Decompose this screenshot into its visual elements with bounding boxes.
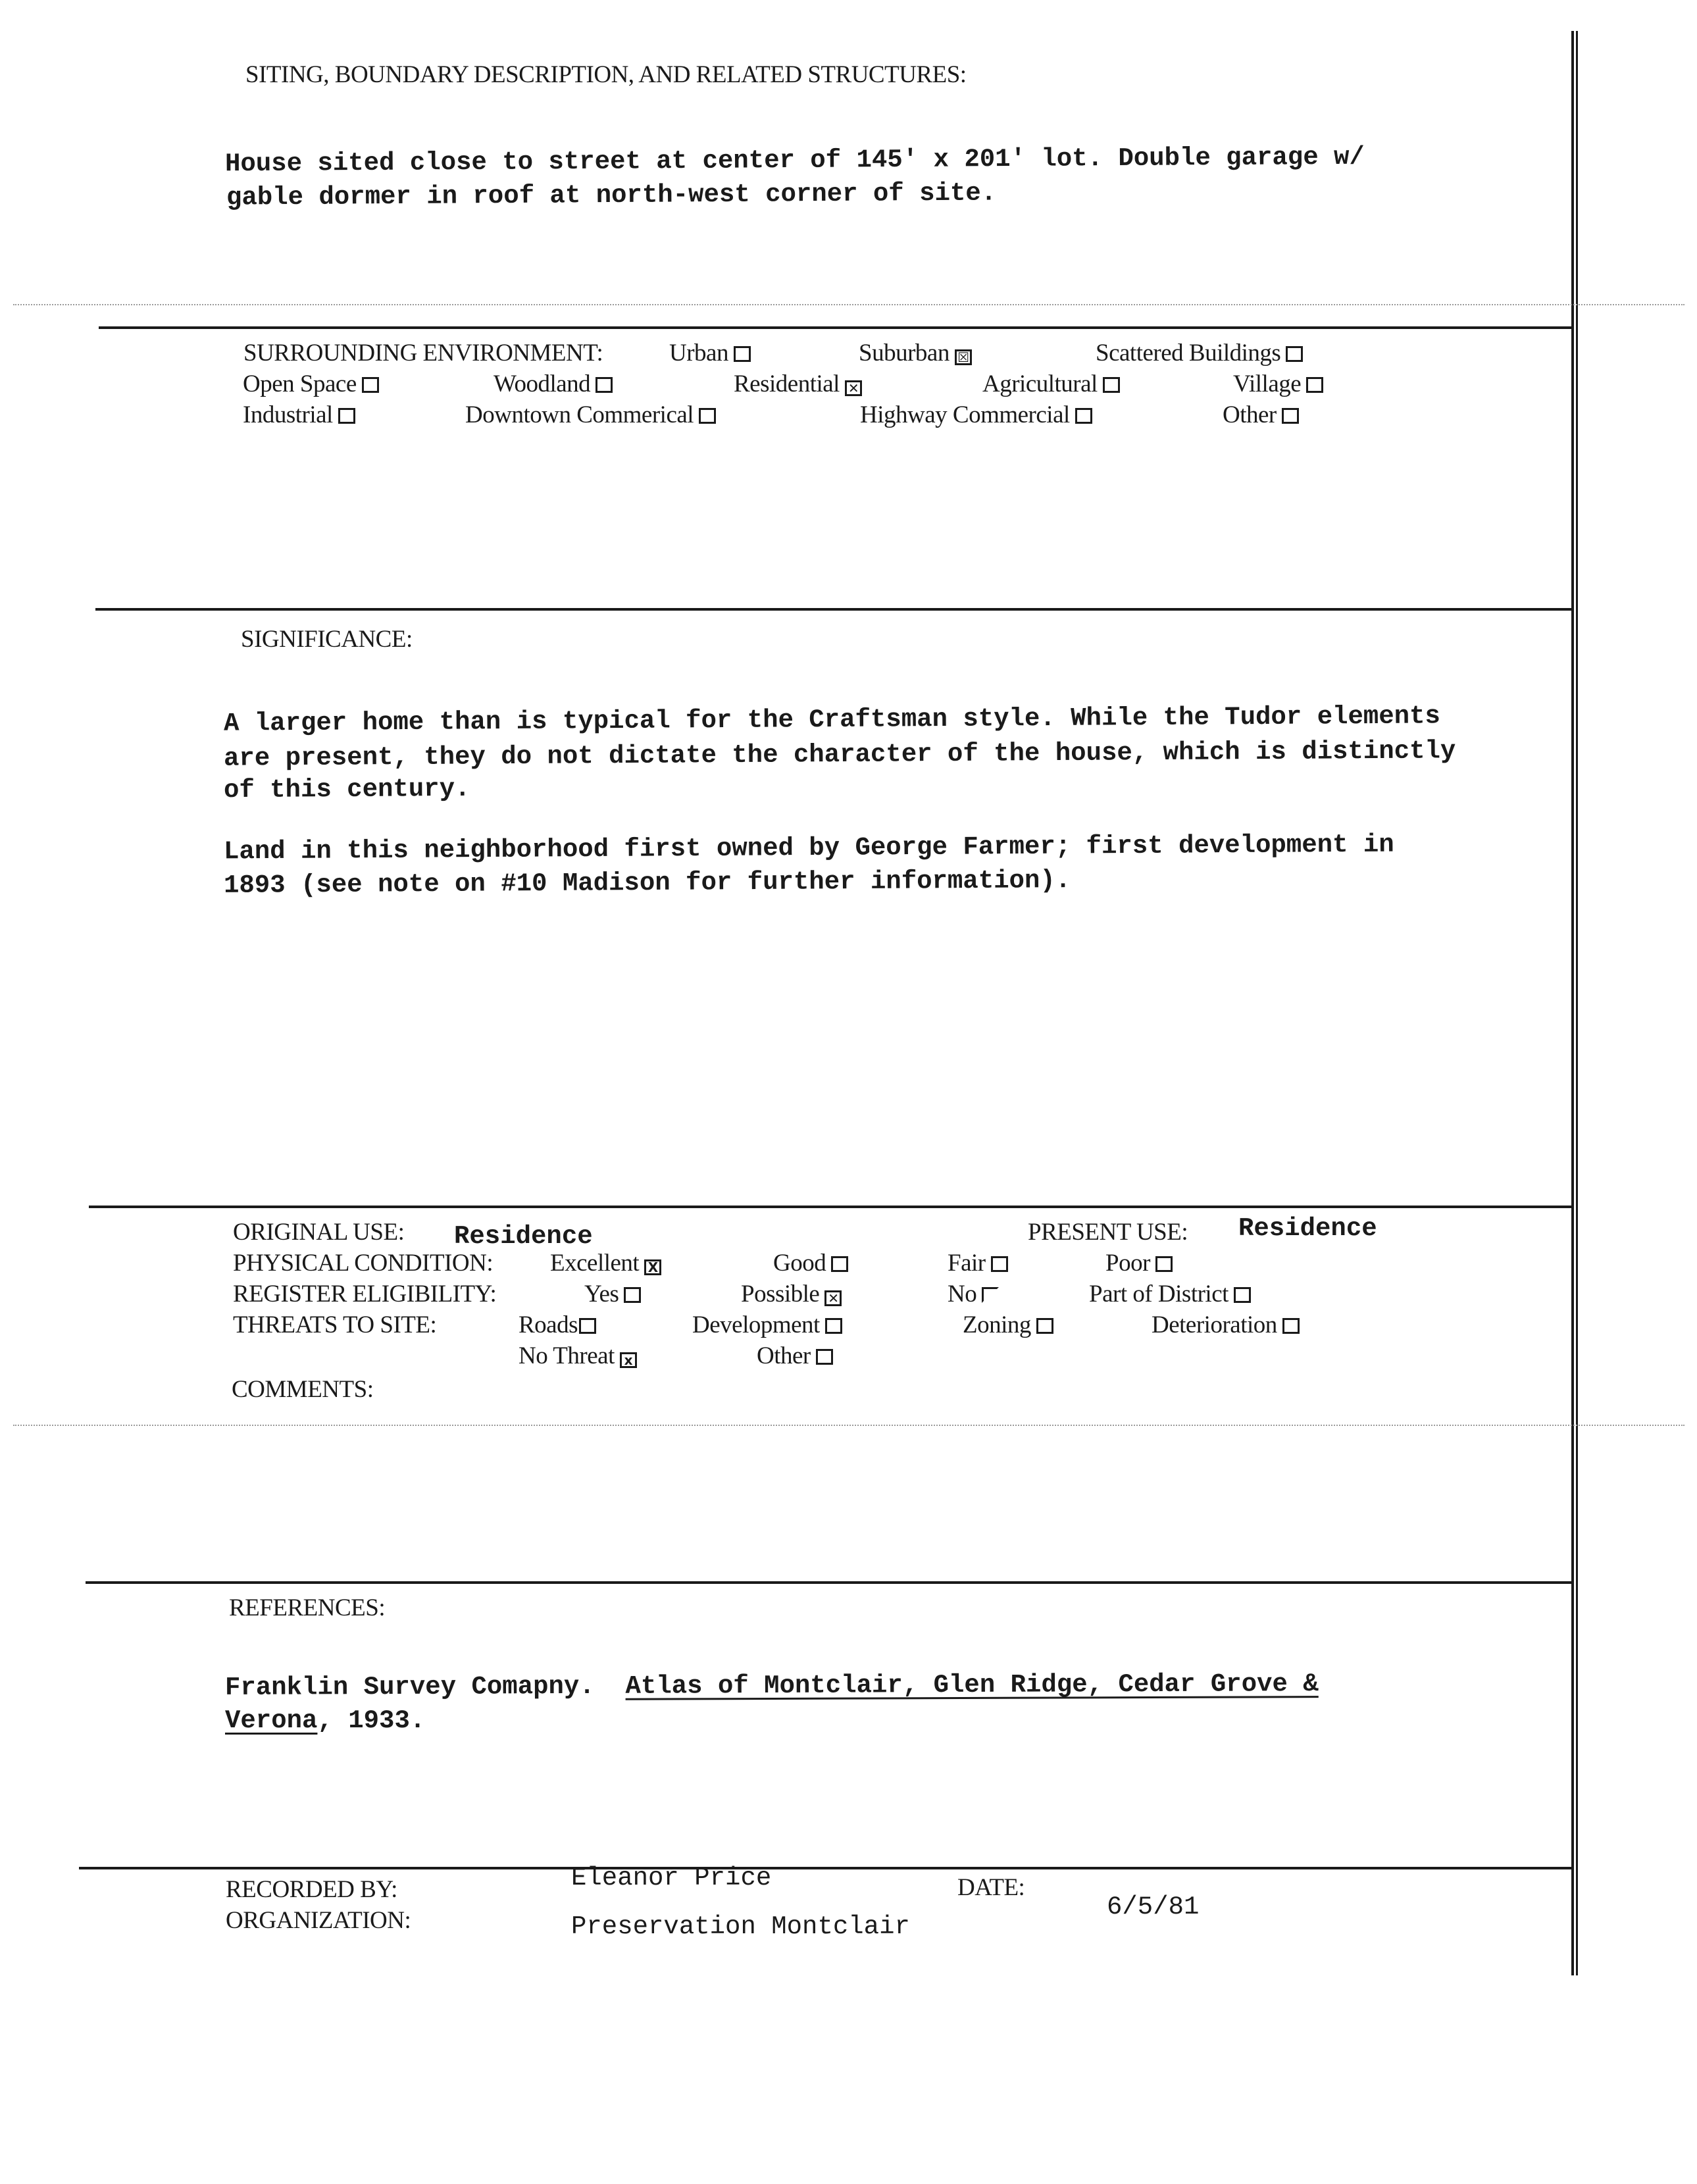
date-label: DATE:	[957, 1874, 1025, 1901]
original-use-label: ORIGINAL USE:	[233, 1219, 405, 1246]
option-label: Part of District	[1089, 1281, 1228, 1308]
option-label: Fair	[948, 1250, 986, 1277]
threats-label: THREATS TO SITE:	[233, 1311, 437, 1338]
env-option-agricultural[interactable]	[982, 370, 1120, 398]
env-option-other[interactable]	[1223, 401, 1299, 429]
env-option-village[interactable]	[1233, 370, 1323, 398]
threat-option-deterioration[interactable]	[1152, 1311, 1300, 1339]
option-label: Urban	[669, 340, 728, 367]
siting-text-line: House sited close to street at center of 145' x 201' lot. Double garage w/	[224, 142, 1365, 179]
recorded-by-label: RECORDED BY:	[226, 1876, 397, 1903]
right-border-outer	[1571, 31, 1574, 1975]
checkbox-unchecked[interactable]	[1282, 408, 1299, 424]
option-label: Suburban	[859, 340, 950, 367]
option-label: Highway Commercial	[860, 401, 1070, 428]
option-label: Zoning	[963, 1311, 1031, 1338]
original-use-value: Residence	[454, 1222, 593, 1251]
checkbox-unchecked[interactable]	[831, 1256, 848, 1272]
option-label: Possible	[741, 1281, 820, 1308]
present-use-label: PRESENT USE:	[1028, 1219, 1188, 1246]
date-value: 6/5/81	[1107, 1892, 1200, 1921]
env-option-residential[interactable]	[734, 370, 862, 398]
option-label: Agricultural	[982, 370, 1098, 397]
reference-title: Atlas of Montclair, Glen Ridge, Cedar Grove &	[625, 1669, 1319, 1701]
significance-text-line: are present, they do not dictate the character of the house, which is distinctly	[223, 736, 1456, 773]
option-label: Good	[773, 1250, 826, 1277]
checkbox-unchecked[interactable]	[338, 408, 355, 424]
option-label: Scattered Buildings	[1096, 340, 1281, 367]
siting-label: SITING, BOUNDARY DESCRIPTION, AND RELATED STRUCTURES:	[245, 61, 967, 88]
reference-author: Franklin Survey Comapny.	[224, 1671, 595, 1702]
checkbox-unchecked[interactable]	[624, 1287, 641, 1303]
checkbox-unchecked[interactable]	[1075, 408, 1092, 424]
significance-text-line: Land in this neighborhood first owned by George Farmer; first development in	[223, 830, 1394, 867]
reference-entry-line	[225, 1706, 425, 1735]
checkbox-unchecked[interactable]	[579, 1318, 596, 1334]
checkbox-unchecked[interactable]	[734, 346, 751, 362]
threat-option-development[interactable]	[692, 1311, 842, 1339]
checkbox-checked[interactable]: ✕	[824, 1290, 842, 1306]
env-option-scattered-buildings[interactable]	[1096, 339, 1303, 367]
comments-label: COMMENTS:	[232, 1376, 374, 1403]
condition-option-poor[interactable]	[1105, 1249, 1173, 1277]
option-label: Downtown Commerical	[465, 401, 694, 428]
threat-option-no-threat[interactable]	[519, 1342, 637, 1370]
env-option-open-space[interactable]	[243, 370, 379, 398]
reference-title-cont: Verona	[225, 1706, 318, 1735]
environment-label: SURROUNDING ENVIRONMENT:	[243, 340, 603, 367]
option-label: Industrial	[243, 401, 333, 428]
option-label: Residential	[734, 370, 840, 397]
register-eligibility-label: REGISTER ELIGIBILITY:	[233, 1281, 497, 1308]
organization-label: ORGANIZATION:	[226, 1907, 411, 1934]
physical-condition-label: PHYSICAL CONDITION:	[233, 1250, 494, 1277]
significance-text-line: of this century.	[223, 774, 470, 805]
option-label: Excellent	[550, 1250, 640, 1277]
checkbox-unchecked[interactable]	[362, 377, 379, 393]
env-option-downtown-commercial[interactable]	[465, 401, 716, 429]
checkbox-checked[interactable]: ☒	[955, 349, 972, 365]
organization-value: Preservation Montclair	[571, 1912, 910, 1941]
checkbox-unchecked[interactable]	[1103, 377, 1120, 393]
eligibility-option-yes[interactable]	[584, 1280, 641, 1308]
checkbox-checked[interactable]: X	[644, 1259, 661, 1275]
option-label: Open Space	[243, 370, 357, 397]
reference-entry-line	[225, 1669, 1319, 1702]
siting-text-line: gable dormer in roof at north-west corner of site.	[226, 178, 997, 213]
section-divider	[86, 1581, 1573, 1584]
env-option-suburban[interactable]	[859, 339, 972, 367]
threat-option-zoning[interactable]	[963, 1311, 1053, 1339]
env-option-highway-commercial[interactable]	[860, 401, 1092, 429]
option-label: Roads	[519, 1311, 578, 1338]
env-option-woodland[interactable]	[494, 370, 613, 398]
significance-label: SIGNIFICANCE:	[241, 626, 413, 653]
section-divider	[89, 1206, 1573, 1208]
present-use-value: Residence	[1238, 1214, 1377, 1243]
references-label: REFERENCES:	[229, 1594, 386, 1621]
option-label: Development	[692, 1311, 820, 1338]
recorded-by-value: Eleanor Price	[571, 1864, 772, 1892]
checkbox-unchecked[interactable]	[991, 1256, 1008, 1272]
threat-option-other[interactable]	[757, 1342, 833, 1370]
option-label: Village	[1233, 370, 1302, 397]
option-label: Other	[1223, 401, 1277, 428]
right-border-inner	[1576, 31, 1578, 1975]
significance-text-line: 1893 (see note on #10 Madison for further information).	[223, 866, 1071, 900]
section-divider	[79, 1867, 1573, 1869]
option-label: Woodland	[494, 370, 591, 397]
reference-year: , 1933.	[317, 1706, 426, 1735]
option-label: Poor	[1105, 1250, 1150, 1277]
checkbox-unchecked[interactable]	[1286, 346, 1303, 362]
eligibility-option-no[interactable]	[948, 1280, 999, 1308]
checkbox-checked[interactable]: ✕	[845, 380, 862, 396]
condition-option-good[interactable]	[773, 1249, 848, 1277]
significance-text-line: A larger home than is typical for the Craftsman style. While the Tudor elements	[223, 701, 1441, 738]
condition-option-excellent[interactable]	[550, 1249, 661, 1277]
checkbox-unchecked[interactable]	[1155, 1256, 1173, 1272]
threat-option-roads[interactable]	[519, 1311, 596, 1339]
option-label: No	[948, 1281, 977, 1308]
option-label: Yes	[584, 1281, 619, 1308]
checkbox-unchecked[interactable]	[816, 1349, 833, 1365]
env-option-urban[interactable]	[669, 339, 751, 367]
checkbox-checked[interactable]: x	[620, 1352, 637, 1368]
dotted-fold-line-bottom	[13, 1425, 1684, 1426]
checkbox-unchecked[interactable]	[1282, 1318, 1300, 1334]
checkbox-unchecked[interactable]	[1306, 377, 1323, 393]
checkbox-unchecked[interactable]	[982, 1287, 999, 1303]
option-label: No Threat	[519, 1342, 615, 1369]
condition-option-fair[interactable]	[948, 1249, 1008, 1277]
checkbox-unchecked[interactable]	[1234, 1287, 1251, 1303]
option-label: Deterioration	[1152, 1311, 1277, 1338]
option-label: Other	[757, 1342, 811, 1369]
checkbox-unchecked[interactable]	[825, 1318, 842, 1334]
eligibility-option-possible[interactable]	[741, 1280, 842, 1308]
checkbox-unchecked[interactable]	[699, 408, 716, 424]
env-option-industrial[interactable]	[243, 401, 355, 429]
checkbox-unchecked[interactable]	[595, 377, 613, 393]
dotted-fold-line-top	[13, 304, 1684, 305]
eligibility-option-part-of-district[interactable]	[1089, 1280, 1251, 1308]
checkbox-unchecked[interactable]	[1036, 1318, 1053, 1334]
section-divider	[95, 608, 1573, 611]
section-divider	[99, 326, 1573, 329]
